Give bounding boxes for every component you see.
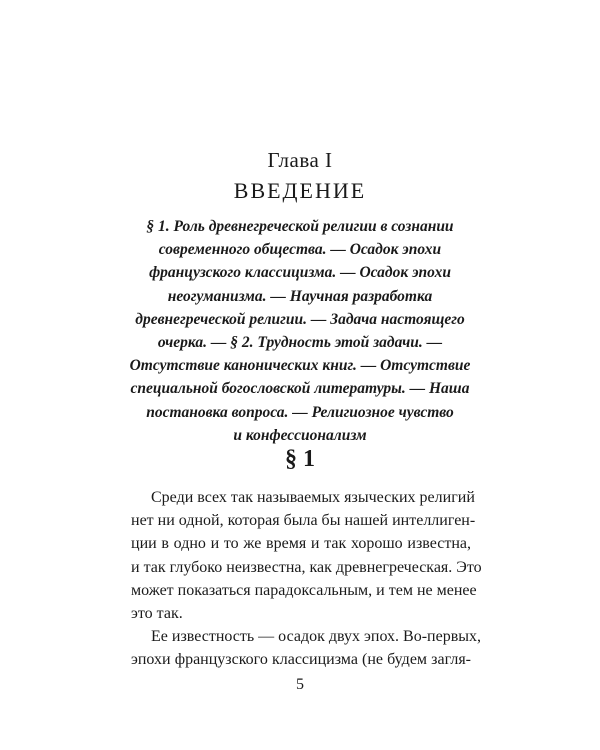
- body-line: нет ни одной, которая была бы нашей интеллиген-: [131, 512, 476, 530]
- body-text: [131, 486, 482, 672]
- chapter-label: Глава I: [267, 148, 333, 172]
- synopsis-line: § 1. Роль древнегреческой религии в сознании: [146, 218, 454, 235]
- synopsis-line: и конфессионализм: [233, 426, 367, 444]
- body-line: эпохи французского классицизма (не будем загля-: [131, 651, 471, 669]
- synopsis-line: французского классицизма. — Осадок эпохи: [149, 264, 451, 282]
- body-line: ции в одно и то же время и так хорошо известна,: [131, 535, 471, 553]
- section-heading: § 1: [285, 446, 315, 472]
- body-line: может показаться парадоксальным, и тем не менее: [131, 581, 477, 599]
- body-line: Ее известность — осадок двух эпох. Во-первых,: [151, 628, 482, 646]
- synopsis-line: современного общества. — Осадок эпохи: [158, 241, 442, 259]
- body-line: и так глубоко неизвестна, как древнегреческая. Это: [131, 558, 482, 576]
- chapter-synopsis: [118, 215, 482, 447]
- synopsis-line: очерка. — § 2. Трудность этой задачи. —: [157, 334, 443, 352]
- body-line: Среди всех так называемых языческих религий: [151, 489, 475, 506]
- synopsis-line: неогуманизма. — Научная разработка: [167, 287, 433, 305]
- synopsis-line: специальной богословской литературы. — Наша: [130, 380, 470, 398]
- page-number: 5: [296, 676, 304, 693]
- synopsis-line: Отсутствие канонических книг. — Отсутствие: [129, 357, 471, 375]
- body-line: это так.: [131, 605, 183, 623]
- synopsis-line: древнегреческой религии. — Задача настоящего: [135, 310, 465, 328]
- chapter-title: ВВЕДЕНИЕ: [233, 178, 367, 203]
- synopsis-line: постановка вопроса. — Религиозное чувство: [146, 403, 454, 421]
